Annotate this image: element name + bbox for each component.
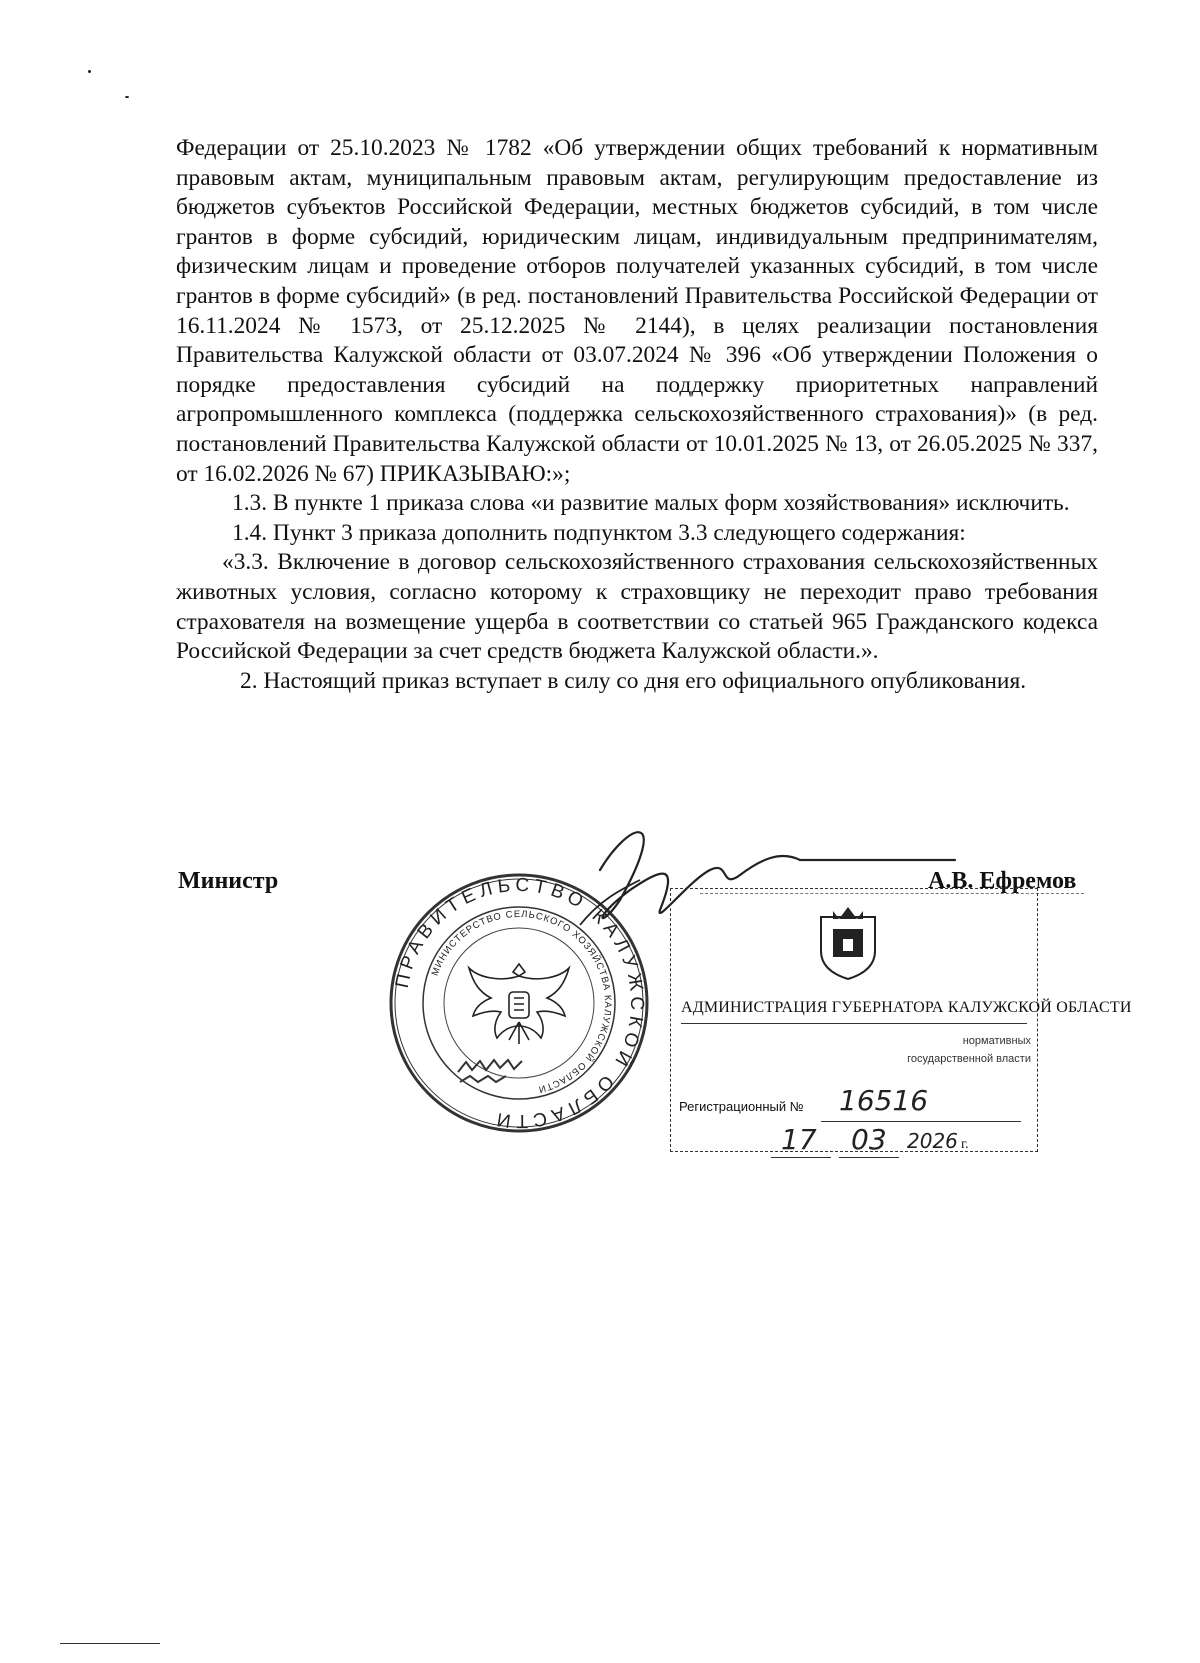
paragraph-preamble: Федерации от 25.10.2023 № 1782 «Об утверждении общих требований к нормативным правовым актам, муниципальным правовым актам, регулирующим предоставление из бюджетов субъектов Российской Федерации, местных бюджетов субсидий, в том числе грантов в форме субсидий, юридическим лицам, индивидуальным предпринимателям, физическим лицам и проведение отборов получателей указанных субсидий, в том числе грантов в форме субсидий» (в ред. постановлений Правительства Российской Федерации от 16.11.2024 № 1573, от 25.12.2025 № 2144), в целях реализации постановления Правительства Калужской области от 03.07.2024 № 396 «Об утверждении Положения о порядке предоставления субсидий на поддержку приоритетных направлений агропромышленного комплекса (поддержка сельскохозяйственного страхования)» (в ред. постановлений Правительства Калужской области от 10.01.2025 № 13, от 26.05.2025 № 337, от 16.02.2026 № 67) ПРИКАЗЫВАЮ:»; <box>176 135 1098 487</box>
reg-number: 16516 <box>839 1084 929 1117</box>
paragraph-1-3: 1.3. В пункте 1 приказа слова «и развитие малых форм хозяйствования» исключить. <box>232 490 1070 517</box>
signatory-name: А.В. Ефремов <box>928 868 1077 894</box>
paragraph-1-4: 1.4. Пункт 3 приказа дополнить подпунктом 3.3 следующего содержания: <box>232 519 966 546</box>
paragraph-2: 2. Настоящий приказ вступает в силу со дня его официального опубликования. <box>240 667 1027 694</box>
scan-speck <box>88 70 91 73</box>
date-day-line <box>771 1157 831 1158</box>
scan-speck <box>125 96 129 98</box>
date-month-line <box>839 1157 899 1158</box>
date-year-suffix: г. <box>961 1137 969 1152</box>
stamp-subline-1: нормативных <box>962 1035 1031 1047</box>
coat-of-arms-icon <box>469 964 569 1044</box>
regional-emblem-icon <box>813 903 883 981</box>
seal-outer-text: ПРАВИТЕЛЬСТВО КАЛУЖСКОЙ ОБЛАСТИ <box>391 874 648 1132</box>
date-year: 2026 <box>907 1129 958 1153</box>
paragraph-3-3: «3.3. Включение в договор сельскохозяйственного страхования сельскохозяйственных животных условия, согласно которому к страховщику не переходит право требования страхователя на возмещение ущерба в соответствии со статьей 965 Гражданского кодекса Российской Федерации за счет средств бюджета Калужской области.». <box>176 549 1098 665</box>
stamp-subline-2: государственной власти <box>907 1053 1031 1065</box>
seal-inner-text: МИНИСТЕРСТВО СЕЛЬСКОГО ХОЗЯЙСТВА КАЛУЖСКОЙ ОБЛАСТИ <box>429 908 614 1095</box>
signatory-title: Министр <box>178 868 279 894</box>
stamp-divider <box>681 1023 1027 1024</box>
reg-number-line <box>821 1121 1021 1122</box>
stamp-reg-label: Регистрационный № <box>679 1099 804 1114</box>
footer-rule <box>60 1643 160 1644</box>
seal-scribble <box>458 1060 522 1082</box>
registration-stamp <box>670 888 1132 1156</box>
document-body <box>176 134 1098 696</box>
stamp-header: АДМИНИСТРАЦИЯ ГУБЕРНАТОРА КАЛУЖСКОЙ ОБЛАСТИ <box>681 999 1132 1016</box>
date-month: 03 <box>851 1123 887 1156</box>
date-day: 17 <box>781 1123 817 1156</box>
